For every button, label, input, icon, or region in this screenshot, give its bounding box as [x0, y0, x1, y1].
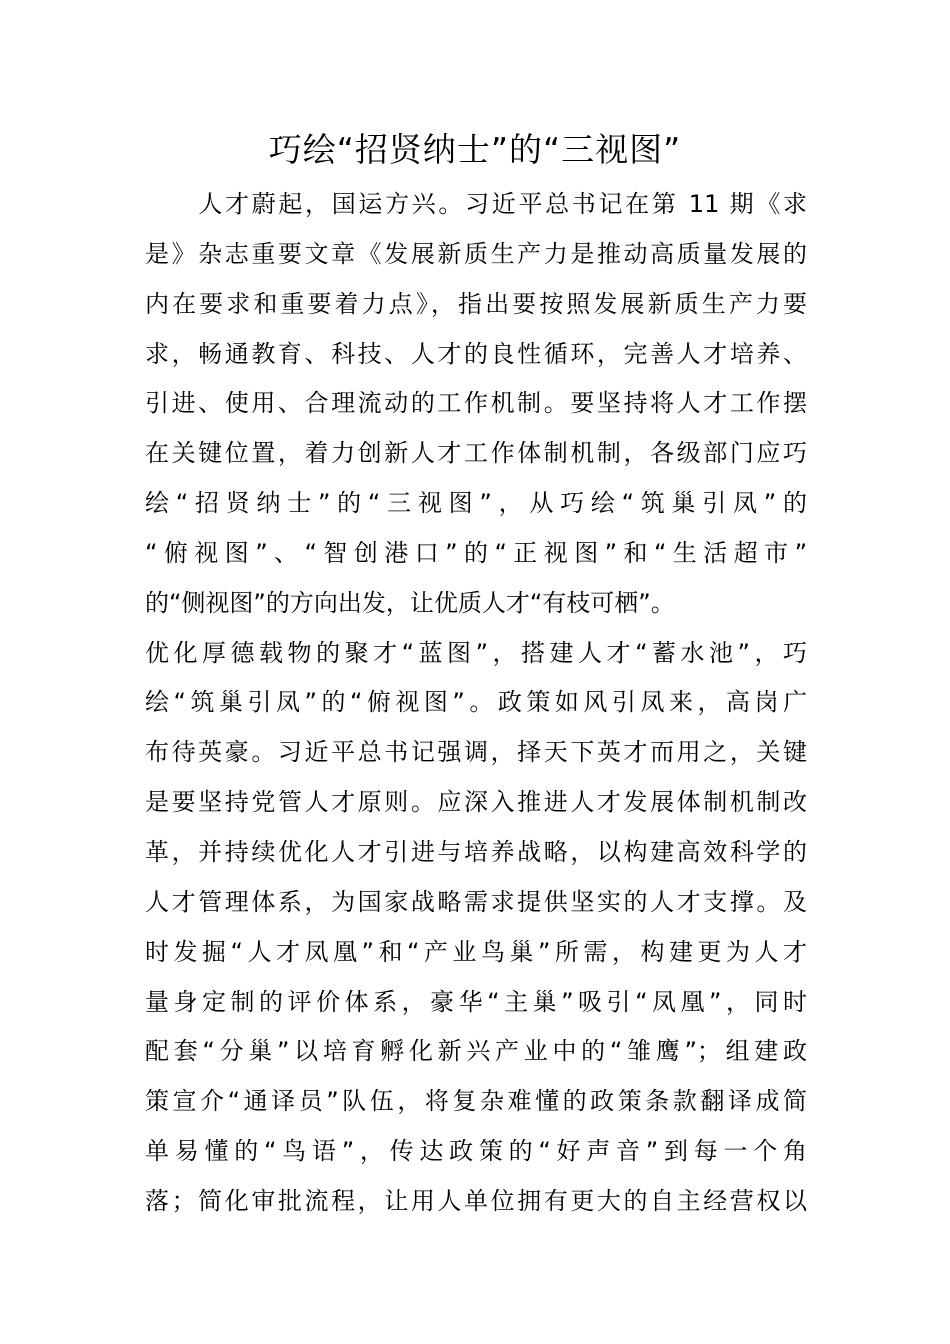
text-line: 的“侧视图”的方向出发，让优质人才“有枝可栖”。	[145, 588, 675, 617]
document-title: 巧绘“招贤纳士”的“三视图”	[268, 130, 682, 169]
text-line: 时发掘“人才凤凰”和“产业鸟巢”所需，构建更为人才	[145, 937, 807, 966]
text-line: 单易懂的“鸟语”，传达政策的“好声音”到每一个角	[145, 1137, 807, 1166]
text-line: 人才蔚起，国运方兴。习近平总书记在第 11 期《求	[145, 190, 807, 218]
text-line: 内在要求和重要着力点》，指出要按照发展新质生产力要	[145, 289, 807, 318]
text-line: 量身定制的评价体系，豪华“主巢”吸引“凤凰”，同时	[145, 987, 807, 1016]
text-line: 人才管理体系，为国家战略需求提供坚实的人才支撑。及	[145, 887, 807, 916]
text-line: 策宣介“通译员”队伍，将复杂难懂的政策条款翻译成简	[145, 1087, 807, 1116]
paragraph-1	[145, 180, 807, 629]
text-line: “俯视图”、“智创港口”的“正视图”和“生活超市”	[145, 538, 807, 567]
text-line: 布待英豪。习近平总书记强调，择天下英才而用之，关键	[145, 738, 807, 767]
text-line: 在关键位置，着力创新人才工作体制机制，各级部门应巧	[145, 439, 807, 468]
text-line: 革，并持续优化人才引进与培养战略，以构建高效科学的	[145, 837, 807, 866]
text-line: 是》杂志重要文章《发展新质生产力是推动高质量发展的	[145, 239, 807, 268]
text-line: 是要坚持党管人才原则。应深入推进人才发展体制机制改	[145, 788, 807, 817]
paragraph-2	[145, 629, 807, 1227]
text-line: 落；简化审批流程，让用人单位拥有更大的自主经营权以	[145, 1186, 807, 1215]
text-line: 求，畅通教育、科技、人才的良性循环，完善人才培养、	[145, 339, 807, 368]
text-line: 引进、使用、合理流动的工作机制。要坚持将人才工作摆	[145, 389, 807, 418]
text-line: 优化厚德载物的聚才“蓝图”，搭建人才“蓄水池”，巧	[145, 638, 807, 667]
document-body	[145, 180, 807, 1227]
text-line: 配套“分巢”以培育孵化新兴产业中的“雏鹰”；组建政	[145, 1037, 807, 1066]
text-line: 绘“筑巢引凤”的“俯视图”。政策如风引凤来，高岗广	[145, 688, 807, 717]
text-line: 绘“招贤纳士”的“三视图”，从巧绘“筑巢引凤”的	[145, 489, 807, 518]
